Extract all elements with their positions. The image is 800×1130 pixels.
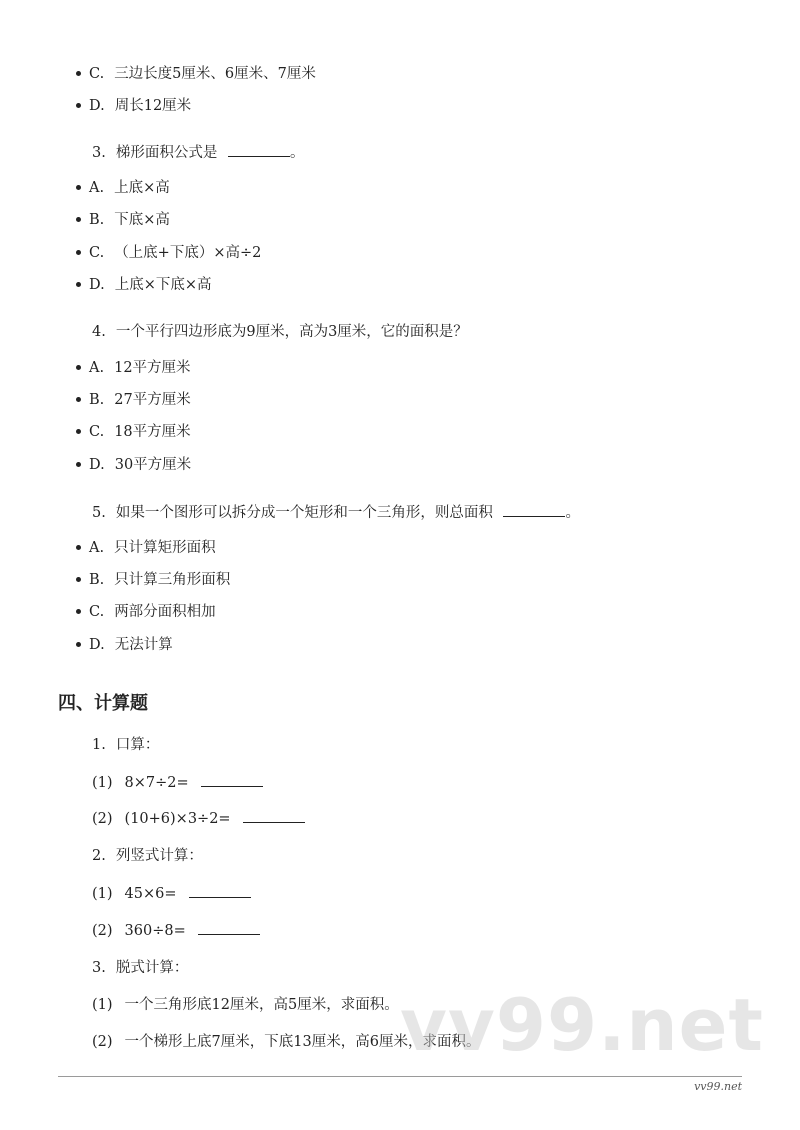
bullet-icon — [76, 365, 81, 370]
problem-1-item-2: (2) (10+6)×3÷2= — [92, 808, 305, 829]
bullet-icon — [76, 282, 81, 287]
option-q2-d: D. 周长12厘米 — [76, 96, 191, 116]
bullet-icon — [76, 71, 81, 76]
option-q4-b: B. 27平方厘米 — [76, 390, 191, 410]
problem-3: 3. 脱式计算： — [92, 960, 189, 976]
option-q3-d: D. 上底×下底×高 — [76, 275, 212, 295]
question-4: 4. 一个平行四边形底为9厘米，高为3厘米，它的面积是？ — [92, 324, 468, 340]
option-q3-b: B. 下底×高 — [76, 210, 170, 230]
bullet-icon — [76, 429, 81, 434]
option-q2-c: C. 三边长度5厘米、6厘米、7厘米 — [76, 64, 316, 84]
option-q5-d: D. 无法计算 — [76, 635, 173, 655]
bullet-icon — [76, 397, 81, 402]
problem-2-item-1: (1) 45×6= — [92, 883, 251, 904]
bullet-icon — [76, 577, 81, 582]
bullet-icon — [76, 217, 81, 222]
option-q4-c: C. 18平方厘米 — [76, 422, 191, 442]
bullet-icon — [76, 545, 81, 550]
option-q4-a: A. 12平方厘米 — [76, 358, 191, 378]
answer-blank[interactable] — [198, 920, 260, 935]
question-5: 5. 如果一个图形可以拆分成一个矩形和一个三角形，则总面积 。 — [92, 502, 580, 523]
answer-blank[interactable] — [228, 142, 290, 157]
bullet-icon — [76, 609, 81, 614]
answer-blank[interactable] — [201, 772, 263, 787]
option-q5-c: C. 两部分面积相加 — [76, 602, 216, 622]
problem-2: 2. 列竖式计算： — [92, 848, 203, 864]
option-q3-c: C. （上底+下底）×高÷2 — [76, 243, 261, 263]
answer-blank[interactable] — [189, 883, 251, 898]
option-q3-a: A. 上底×高 — [76, 178, 170, 198]
answer-blank[interactable] — [243, 808, 305, 823]
question-3: 3. 梯形面积公式是 。 — [92, 142, 304, 163]
problem-1-item-1: (1) 8×7÷2= — [92, 772, 263, 793]
watermark: vv99.net — [400, 983, 764, 1067]
problem-1: 1. 口算： — [92, 737, 160, 753]
problem-3-item-1: (1) 一个三角形底12厘米，高5厘米，求面积。 — [92, 997, 399, 1013]
problem-2-item-2: (2) 360÷8= — [92, 920, 260, 941]
problem-3-item-2: (2) 一个梯形上底7厘米，下底13厘米，高6厘米，求面积。 — [92, 1034, 481, 1050]
footer-site-label: vv99.net — [694, 1080, 742, 1093]
footer-divider — [58, 1076, 742, 1077]
bullet-icon — [76, 642, 81, 647]
answer-blank[interactable] — [503, 502, 565, 517]
bullet-icon — [76, 103, 81, 108]
bullet-icon — [76, 462, 81, 467]
section-heading: 四、计算题 — [58, 693, 148, 714]
option-q5-a: A. 只计算矩形面积 — [76, 538, 216, 558]
option-q4-d: D. 30平方厘米 — [76, 455, 191, 475]
bullet-icon — [76, 250, 81, 255]
option-q5-b: B. 只计算三角形面积 — [76, 570, 230, 590]
bullet-icon — [76, 185, 81, 190]
